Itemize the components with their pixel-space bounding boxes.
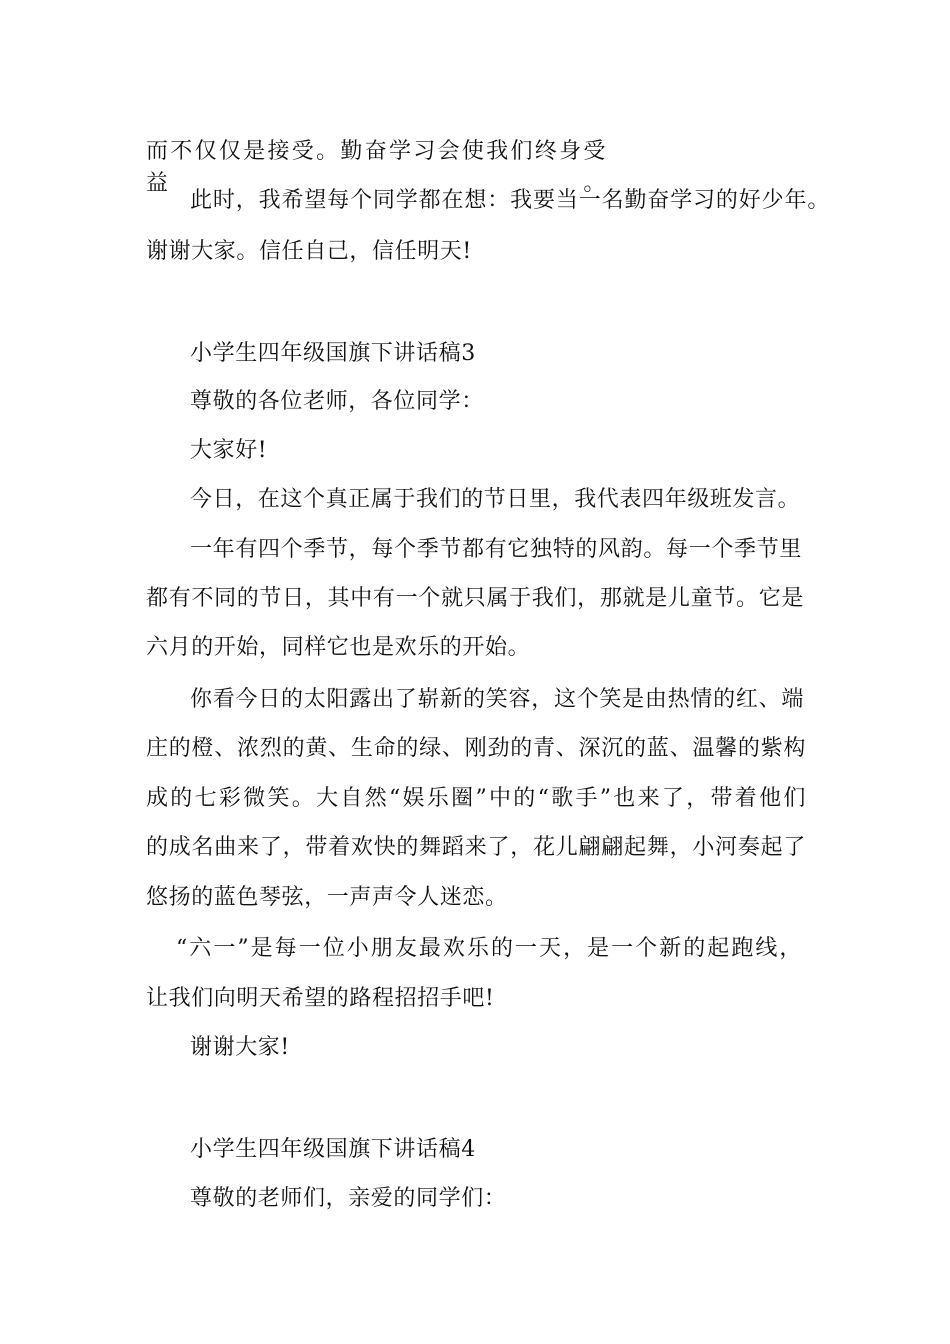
paragraph-line: 你看今日的太阳露出了崭新的笑容，这个笑是由热情的红、端 (190, 687, 804, 712)
paragraph-line: 而不仅仅是接受。勤奋学习会使我们终身受益。 (146, 139, 606, 196)
paragraph-line: 悠扬的蓝色琴弦，一声声令人迷恋。 (146, 885, 508, 910)
paragraph-line: 六月的开始，同样它也是欢乐的开始。 (146, 635, 531, 660)
greeting: 大家好! (190, 438, 268, 463)
section-heading: 小学生四年级国旗下讲话稿3 (190, 341, 476, 366)
paragraph-line: 谢谢大家。信任自己，信任明天! (146, 239, 472, 264)
paragraph-line: 都有不同的节日，其中有一个就只属于我们，那就是儿童节。它是 (146, 586, 804, 611)
paragraph-line: 庄的橙、浓烈的黄、生命的绿、刚劲的青、深沉的蓝、温馨的紫构 (146, 736, 806, 761)
paragraph-line: 今日，在这个真正属于我们的节日里，我代表四年级班发言。 (190, 487, 801, 512)
paragraph-line: 让我们向明天希望的路程招招手吧! (146, 986, 495, 1011)
paragraph-line: 一年有四个季节，每个季节都有它独特的风韵。每一个季节里 (190, 537, 802, 562)
paragraph-line: 成的七彩微笑。大自然“娱乐圈”中的“歌手”也来了，带着他们 (146, 786, 806, 811)
paragraph-line: 的成名曲来了，带着欢快的舞蹈来了，花儿翩翩起舞，小河奏起了 (146, 835, 806, 860)
salutation: 尊敬的各位老师，各位同学： (190, 389, 484, 414)
paragraph-line: 此时，我希望每个同学都在想：我要当一名勤奋学习的好少年。 (190, 188, 830, 213)
paragraph-line: “六一”是每一位小朋友最欢乐的一天，是一个新的起跑线， (176, 936, 802, 961)
salutation: 尊敬的老师们，亲爱的同学们： (190, 1186, 507, 1211)
closing: 谢谢大家! (190, 1035, 290, 1060)
section-heading: 小学生四年级国旗下讲话稿4 (190, 1137, 476, 1162)
